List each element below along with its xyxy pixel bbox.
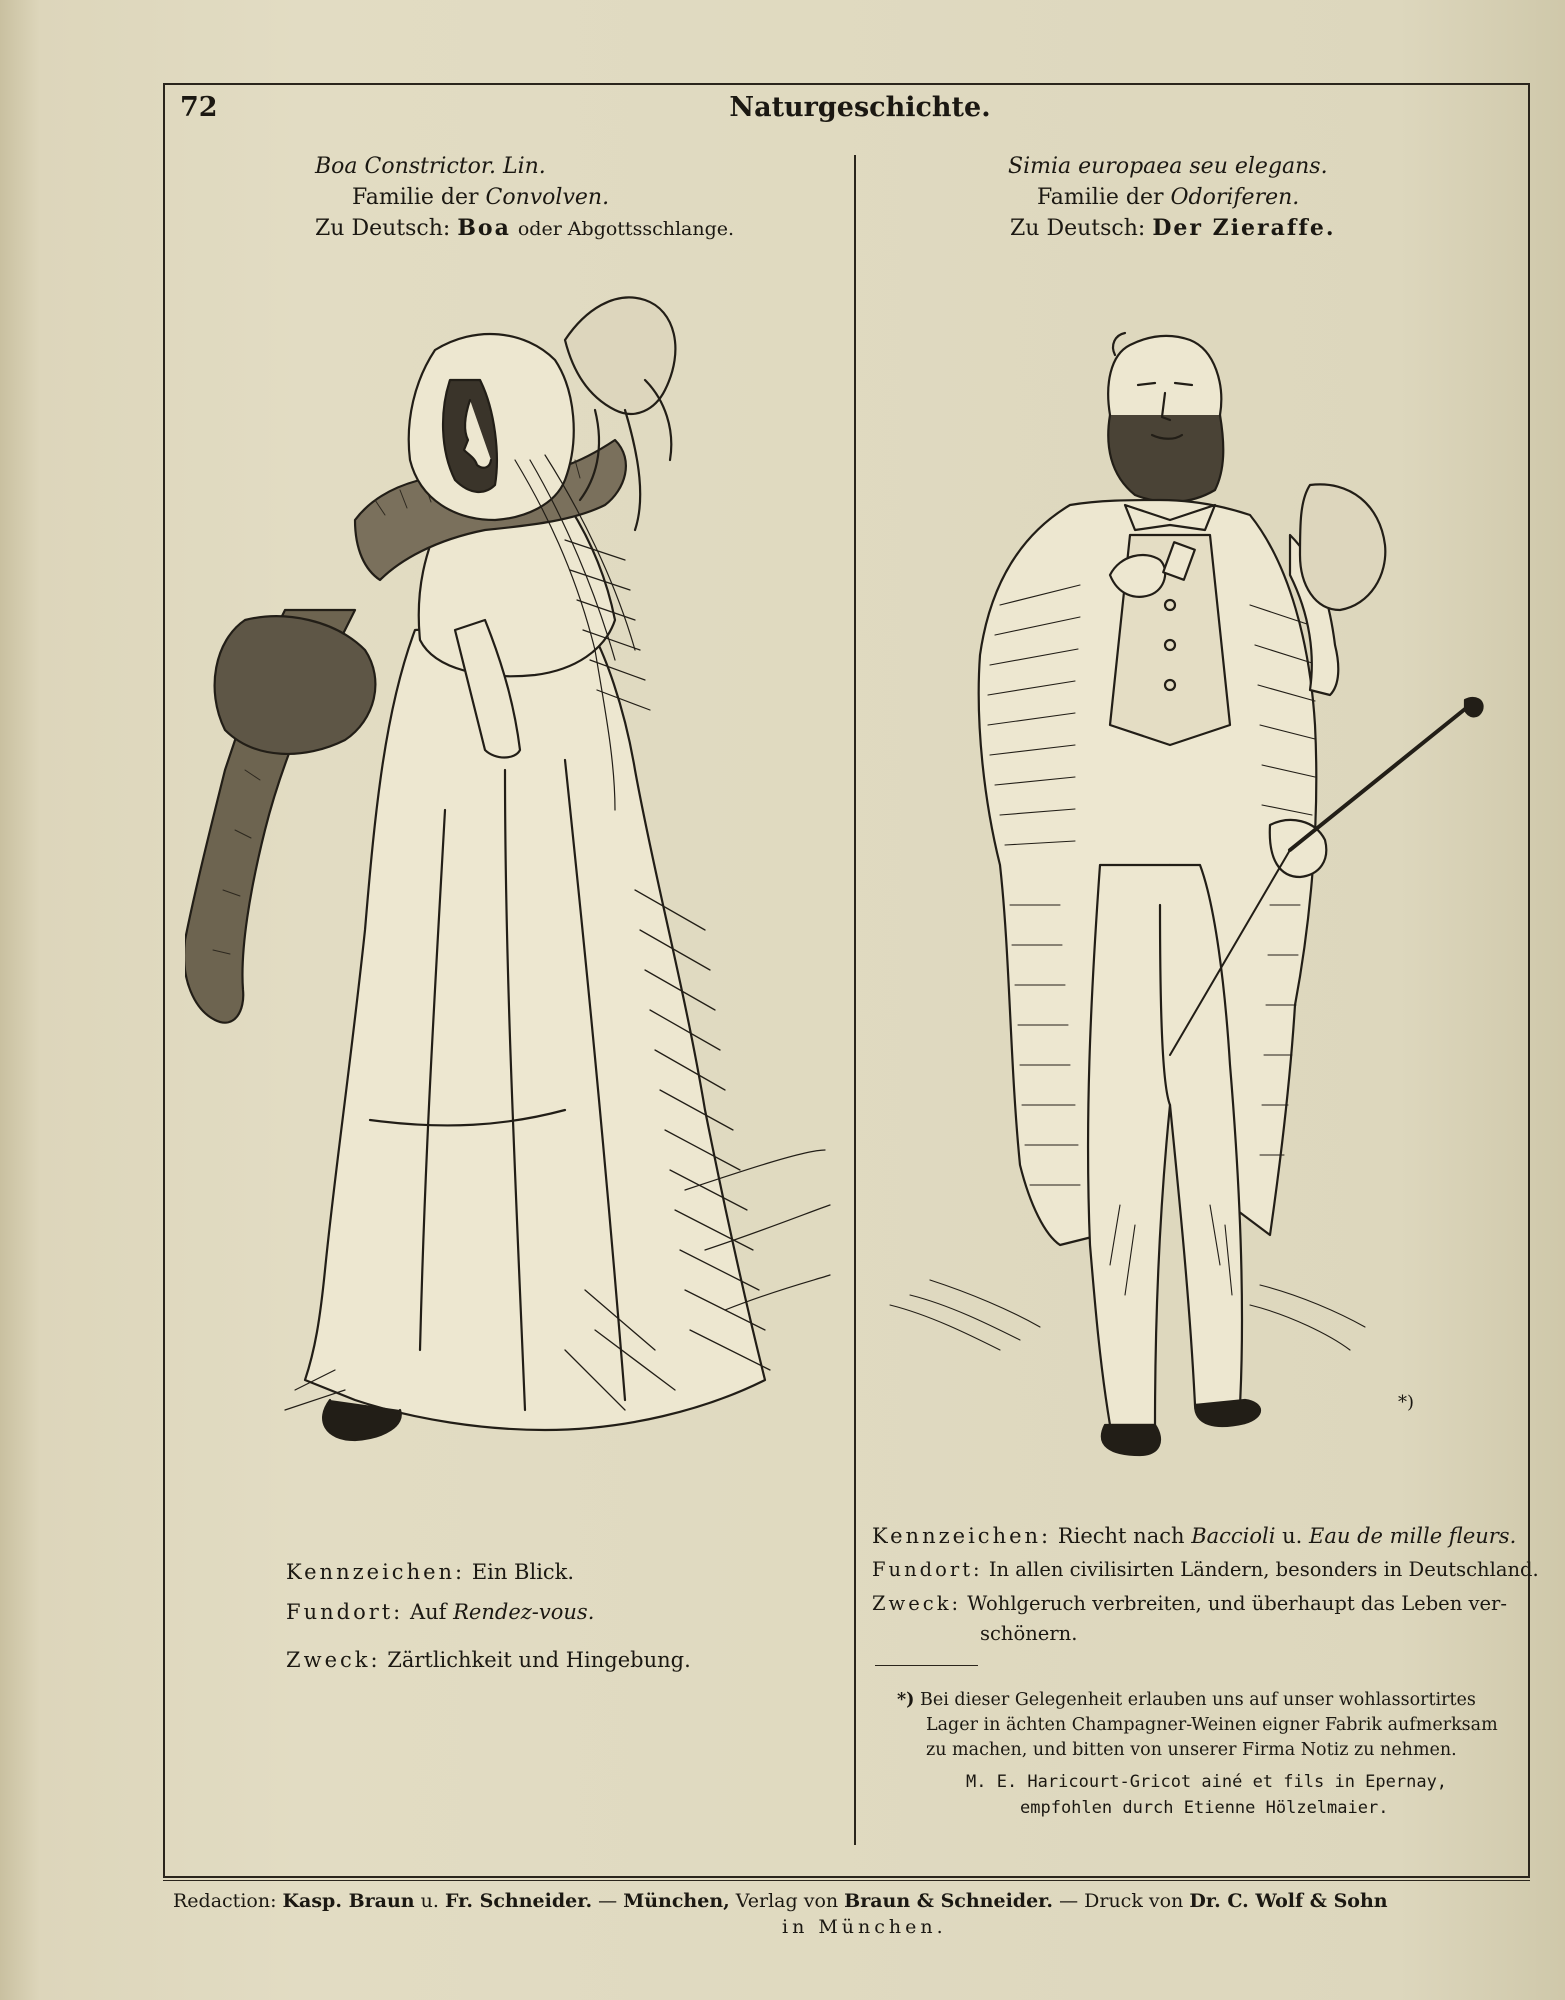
left-field-label: Fundort:: [286, 1600, 404, 1624]
footnote-marker: *): [897, 1690, 915, 1710]
right-field-kennzeichen: [872, 1524, 1516, 1548]
dandy-gentleman-illustration: [870, 305, 1520, 1490]
right-field-value-prefix: Riecht nach: [1057, 1524, 1185, 1548]
right-latin-line: [1008, 152, 1328, 181]
footnote-text: Bei dieser Gelegenheit erlauben uns auf unser wohlassortirtes: [920, 1690, 1476, 1710]
imprint-publisher-prefix: Verlag von: [735, 1890, 839, 1912]
left-german-name: Boa: [457, 215, 511, 241]
imprint-editor-1: Kasp. Braun: [282, 1890, 415, 1912]
left-field-label: Kennzeichen:: [286, 1560, 466, 1584]
page-number: 72: [180, 92, 218, 123]
footnote-line-3: zu machen, und bitten von unserer Firma Notiz zu nehmen.: [926, 1740, 1457, 1760]
footnote-signature-1: M. E. Haricourt-Gricot ainé et fils in Epernay,: [966, 1772, 1448, 1792]
footer-rule: [163, 1880, 1530, 1881]
left-family-line: [352, 183, 609, 212]
column-divider: [854, 155, 856, 1845]
imprint-editor-2: Fr. Schneider.: [444, 1890, 593, 1912]
right-german-prefix: Zu Deutsch:: [1010, 216, 1146, 241]
imprint-and: u.: [420, 1890, 439, 1912]
right-field-fundort: [872, 1558, 1539, 1581]
imprint-publisher: Braun & Schneider.: [844, 1890, 1054, 1912]
right-german-name: Der Zieraffe.: [1152, 215, 1336, 241]
right-german-line: [1010, 214, 1335, 243]
right-family-name: Odoriferen.: [1170, 185, 1300, 210]
right-field-value: Wohlgeruch verbreiten, und überhaupt das Leben ver-: [967, 1592, 1507, 1615]
footnote-signature-2: empfohlen durch Etienne Hölzelmaier.: [1020, 1798, 1389, 1818]
imprint-print-prefix: — Druck von: [1059, 1890, 1184, 1912]
imprint-line: [173, 1890, 1388, 1912]
footnote-line-1: [897, 1690, 1476, 1710]
footnote-line-2: Lager in ächten Champagner-Weinen eigner Fabrik aufmerksam: [926, 1715, 1498, 1735]
left-field-value: Ein Blick.: [471, 1560, 575, 1584]
right-latin-name: Simia europaea seu elegans.: [1008, 154, 1328, 179]
left-latin-name: Boa Constrictor.: [315, 154, 496, 179]
lady-with-boa-illustration: [185, 290, 835, 1470]
right-field-value-italic: Baccioli: [1191, 1524, 1276, 1548]
page-title: Naturgeschichte.: [729, 92, 991, 123]
right-field-value: In allen civilisirten Ländern, besonders in Deutschland.: [988, 1558, 1539, 1581]
imprint-redaction-label: Redaction:: [173, 1890, 277, 1912]
imprint-city: München,: [623, 1890, 730, 1912]
right-field-value-mid: u.: [1282, 1524, 1303, 1548]
right-family-prefix: Familie der: [1037, 185, 1164, 210]
left-field-label: Zweck:: [286, 1648, 381, 1672]
imprint-printer: Dr. C. Wolf & Sohn: [1189, 1890, 1388, 1912]
footnote-rule: [875, 1665, 978, 1666]
left-german-prefix: Zu Deutsch:: [315, 216, 451, 241]
left-latin-line: [315, 152, 546, 181]
right-field-zweck-continued: schönern.: [980, 1622, 1078, 1645]
left-german-suffix: oder Abgottsschlange.: [517, 218, 735, 240]
left-family-prefix: Familie der: [352, 185, 479, 210]
imprint-line-2: in München.: [782, 1916, 947, 1938]
left-field-value: Zärtlichkeit und Hingebung.: [387, 1648, 691, 1672]
illustration-footnote-marker: *): [1398, 1392, 1415, 1413]
right-family-line: [1037, 183, 1299, 212]
left-german-line: [315, 214, 734, 244]
left-field-value: Rendez-vous.: [453, 1600, 595, 1624]
left-field-fundort: [286, 1600, 594, 1624]
right-field-value-italic: Eau de mille fleurs.: [1309, 1524, 1517, 1548]
imprint-dash: —: [598, 1890, 618, 1912]
left-field-kennzeichen: [286, 1560, 574, 1584]
right-field-label: Zweck:: [872, 1592, 962, 1615]
left-field-value-prefix: Auf: [409, 1600, 447, 1624]
right-field-label: Kennzeichen:: [872, 1524, 1052, 1548]
right-field-label: Fundort:: [872, 1558, 983, 1581]
left-field-zweck: [286, 1648, 691, 1672]
right-field-zweck: [872, 1592, 1507, 1615]
left-family-name: Convolven.: [485, 185, 610, 210]
left-author: Lin.: [502, 154, 546, 179]
